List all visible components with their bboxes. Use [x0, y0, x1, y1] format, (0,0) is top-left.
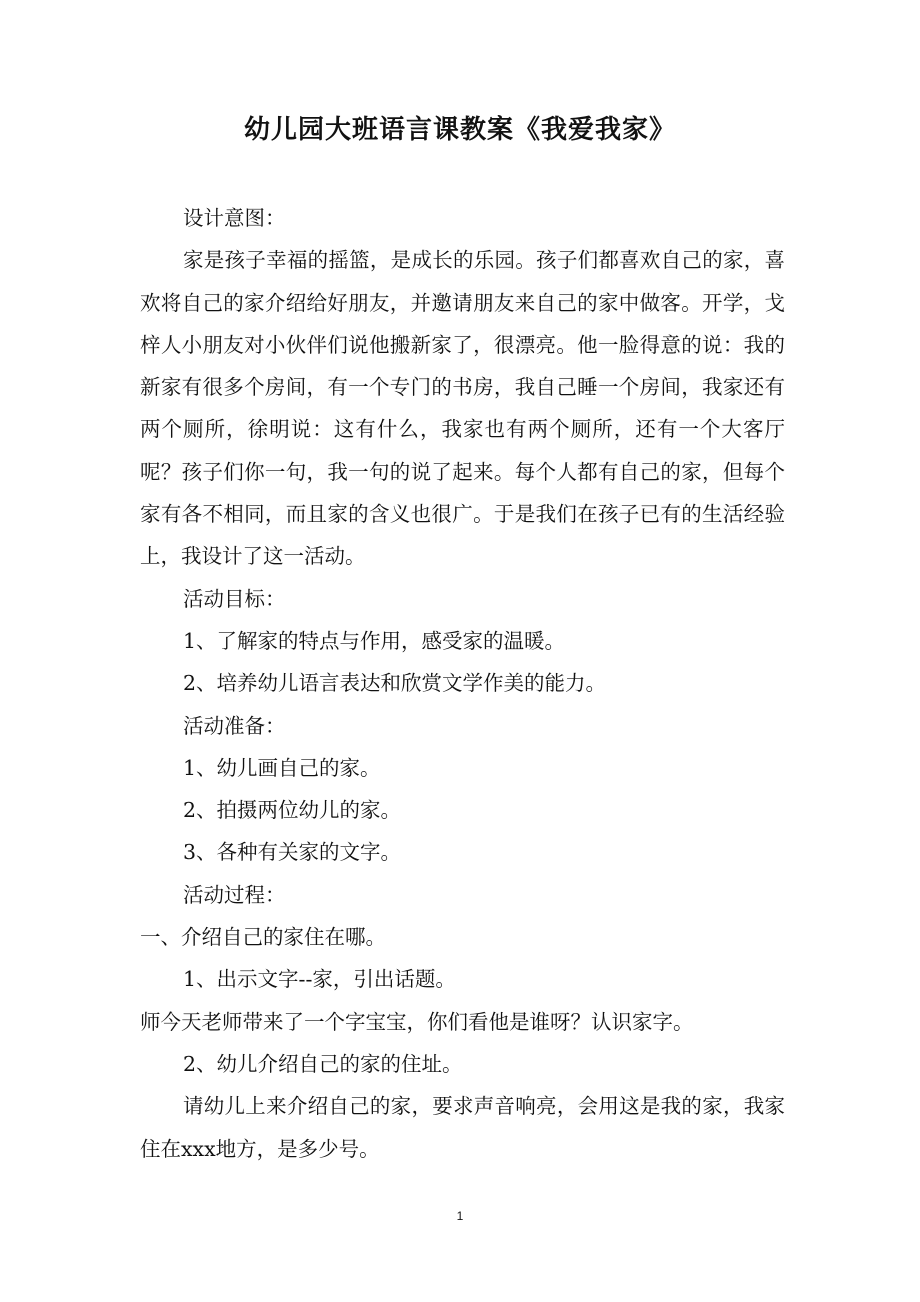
- paragraph-child-introduction: 请幼儿上来介绍自己的家，要求声音响亮，会用这是我的家，我家住在xxx地方，是多少号。: [140, 1094, 785, 1161]
- paragraph-teacher-intro: 师今天老师带来了一个字宝宝，你们看他是谁呀？认识家字。: [140, 1009, 694, 1034]
- paragraph-design-intent: 家是孩子幸福的摇篮，是成长的乐园。孩子们都喜欢自己的家，喜欢将自己的家介绍给好朋友，并邀请朋友来自己的家中做客。开学，戈梓人小朋友对小伙伴们说他搬新家了，很漂亮。他一脸得意的说：我的新家有很多个房间，有一个专门的书房，我自己睡一个房间，我家还有两个厕所，徐明说：这有什么，我家也有两个厕所，还有一个大客厅呢？孩子们你一句，我一句的说了起来。每个人都有自己的家，但每个家有各不相同，而且家的含义也很广。于是我们在孩子已有的生活经验上，我设计了这一活动。: [140, 248, 785, 569]
- list-item-preparation-3: 3、各种有关家的文字。: [183, 840, 402, 865]
- list-item-preparation-1: 1、幼儿画自己的家。: [183, 755, 381, 780]
- list-item-process-1: 1、出示文字--家，引出话题。: [183, 967, 456, 992]
- subsection-heading-part-1: 一、介绍自己的家住在哪。: [140, 925, 386, 950]
- list-item-preparation-2: 2、拍摄两位幼儿的家。: [183, 798, 402, 823]
- section-heading-design-intent: 设计意图：: [183, 206, 286, 230]
- section-heading-activity-process: 活动过程：: [183, 882, 286, 907]
- list-item-process-2: 2、幼儿介绍自己的家的住址。: [183, 1051, 463, 1076]
- section-heading-activity-goals: 活动目标：: [183, 586, 286, 611]
- document-body: [140, 197, 785, 1170]
- list-item-goal-1: 1、了解家的特点与作用，感受家的温暖。: [183, 628, 566, 653]
- document-title: 幼儿园大班语言课教案《我爱我家》: [243, 115, 676, 145]
- page-number: 1: [456, 1209, 464, 1223]
- list-item-goal-2: 2、培养幼儿语言表达和欣赏文学作美的能力。: [183, 671, 607, 696]
- section-heading-activity-preparation: 活动准备：: [183, 713, 286, 738]
